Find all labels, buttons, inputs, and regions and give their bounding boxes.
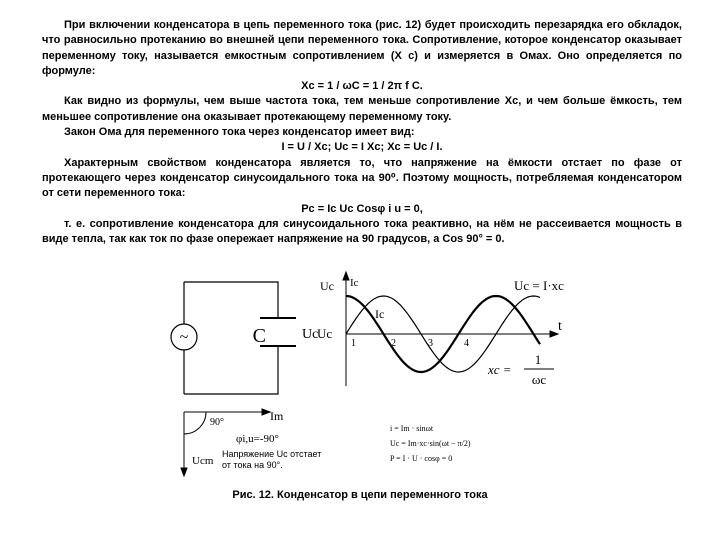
capacitor-label: C [252,325,266,347]
note-line-1: Напряжение Uc отстает [222,449,322,459]
equation-voltage: Uc = Im·xc·sin(ωt − π/2) [390,439,471,448]
formula-power: Pc = Ic Uc Cosφ i u = 0, [301,202,423,215]
xc-formula-lhs: xc = [488,362,512,377]
paragraph-2: Как видно из формулы, чем выше частота тока, тем меньше сопротивление Xc, и чем больше ёмкость, тем меньшее сопротивление она оказывает протекающему переменному току. [42,95,682,123]
angle-label: 90° [210,417,224,428]
tick-label-1: 1 [351,338,356,349]
figure-caption: Рис. 12. Конденсатор в цепи переменного тока [232,489,488,501]
paragraph-5: т. е. сопротивление конденсатора для синусоидального тока реактивно, на нём не рассеивается мощность в виде тепла, так как ток по фазе опережает напряжение на 90 градусов, а Cos 90° = 0. [42,217,682,246]
phase-arc [184,412,206,434]
graph-ic-axis-label: Ic [350,277,359,289]
paragraph-1: При включении конденсатора в цепь переменного тока (рис. 12) будет происходить перезарядка его обкладок, что равносильно протеканию во внешней цепи переменного тока. Сопротивление, которое конденсатор оказывает переменному току, называется емкостным сопротивлением (X c) и измеряется в Омах. Оно определяется по формуле: [42,19,682,77]
circuit-diagram [171,282,296,394]
figure-12 [170,268,590,483]
phi-label: φi,u=-90° [236,433,279,445]
article-text [42,18,682,247]
t-axis-label: t [558,319,562,334]
formula-xc: Xc = 1 / ωC = 1 / 2π f C. [301,80,423,93]
paragraph-3: Закон Ома для переменного тока через конденсатор имеет вид: [64,126,415,139]
formula-ohm-law: I = U / Xc; Uc = I Xc; Xc = Uc / I. [281,141,443,154]
ohm-law-label: Uc = I·xc [514,278,564,293]
ucm-label: Ucm [192,455,214,467]
xc-formula-denominator: ωc [531,372,547,387]
im-label: Im [270,409,284,423]
uc-curve-label: Uc [317,326,333,341]
circuit-uc-label: Uc [302,327,319,342]
ic-curve-label: Ic [375,307,385,321]
paragraph-4: Характерным свойством конденсатора является то, что напряжение на ёмкости отстает по фазе от протекающего через конденсатор синусоидального тока на 90⁰. Поэтому мощность, потребляемая конденсатором от сети переменного тока: [42,156,682,200]
tick-label-4: 4 [464,338,469,349]
tick-label-2: 2 [391,338,396,349]
note-line-2: от тока на 90°. [222,460,283,470]
source-symbol: ~ [179,329,189,346]
xc-formula-numerator: 1 [534,352,542,367]
graph-uc-axis-label: Uc [320,279,334,293]
tick-label-3: 3 [428,338,433,349]
equation-power: P = I · U · cosφ = 0 [390,454,453,463]
equation-current: i = Im · sinωt [390,424,434,433]
